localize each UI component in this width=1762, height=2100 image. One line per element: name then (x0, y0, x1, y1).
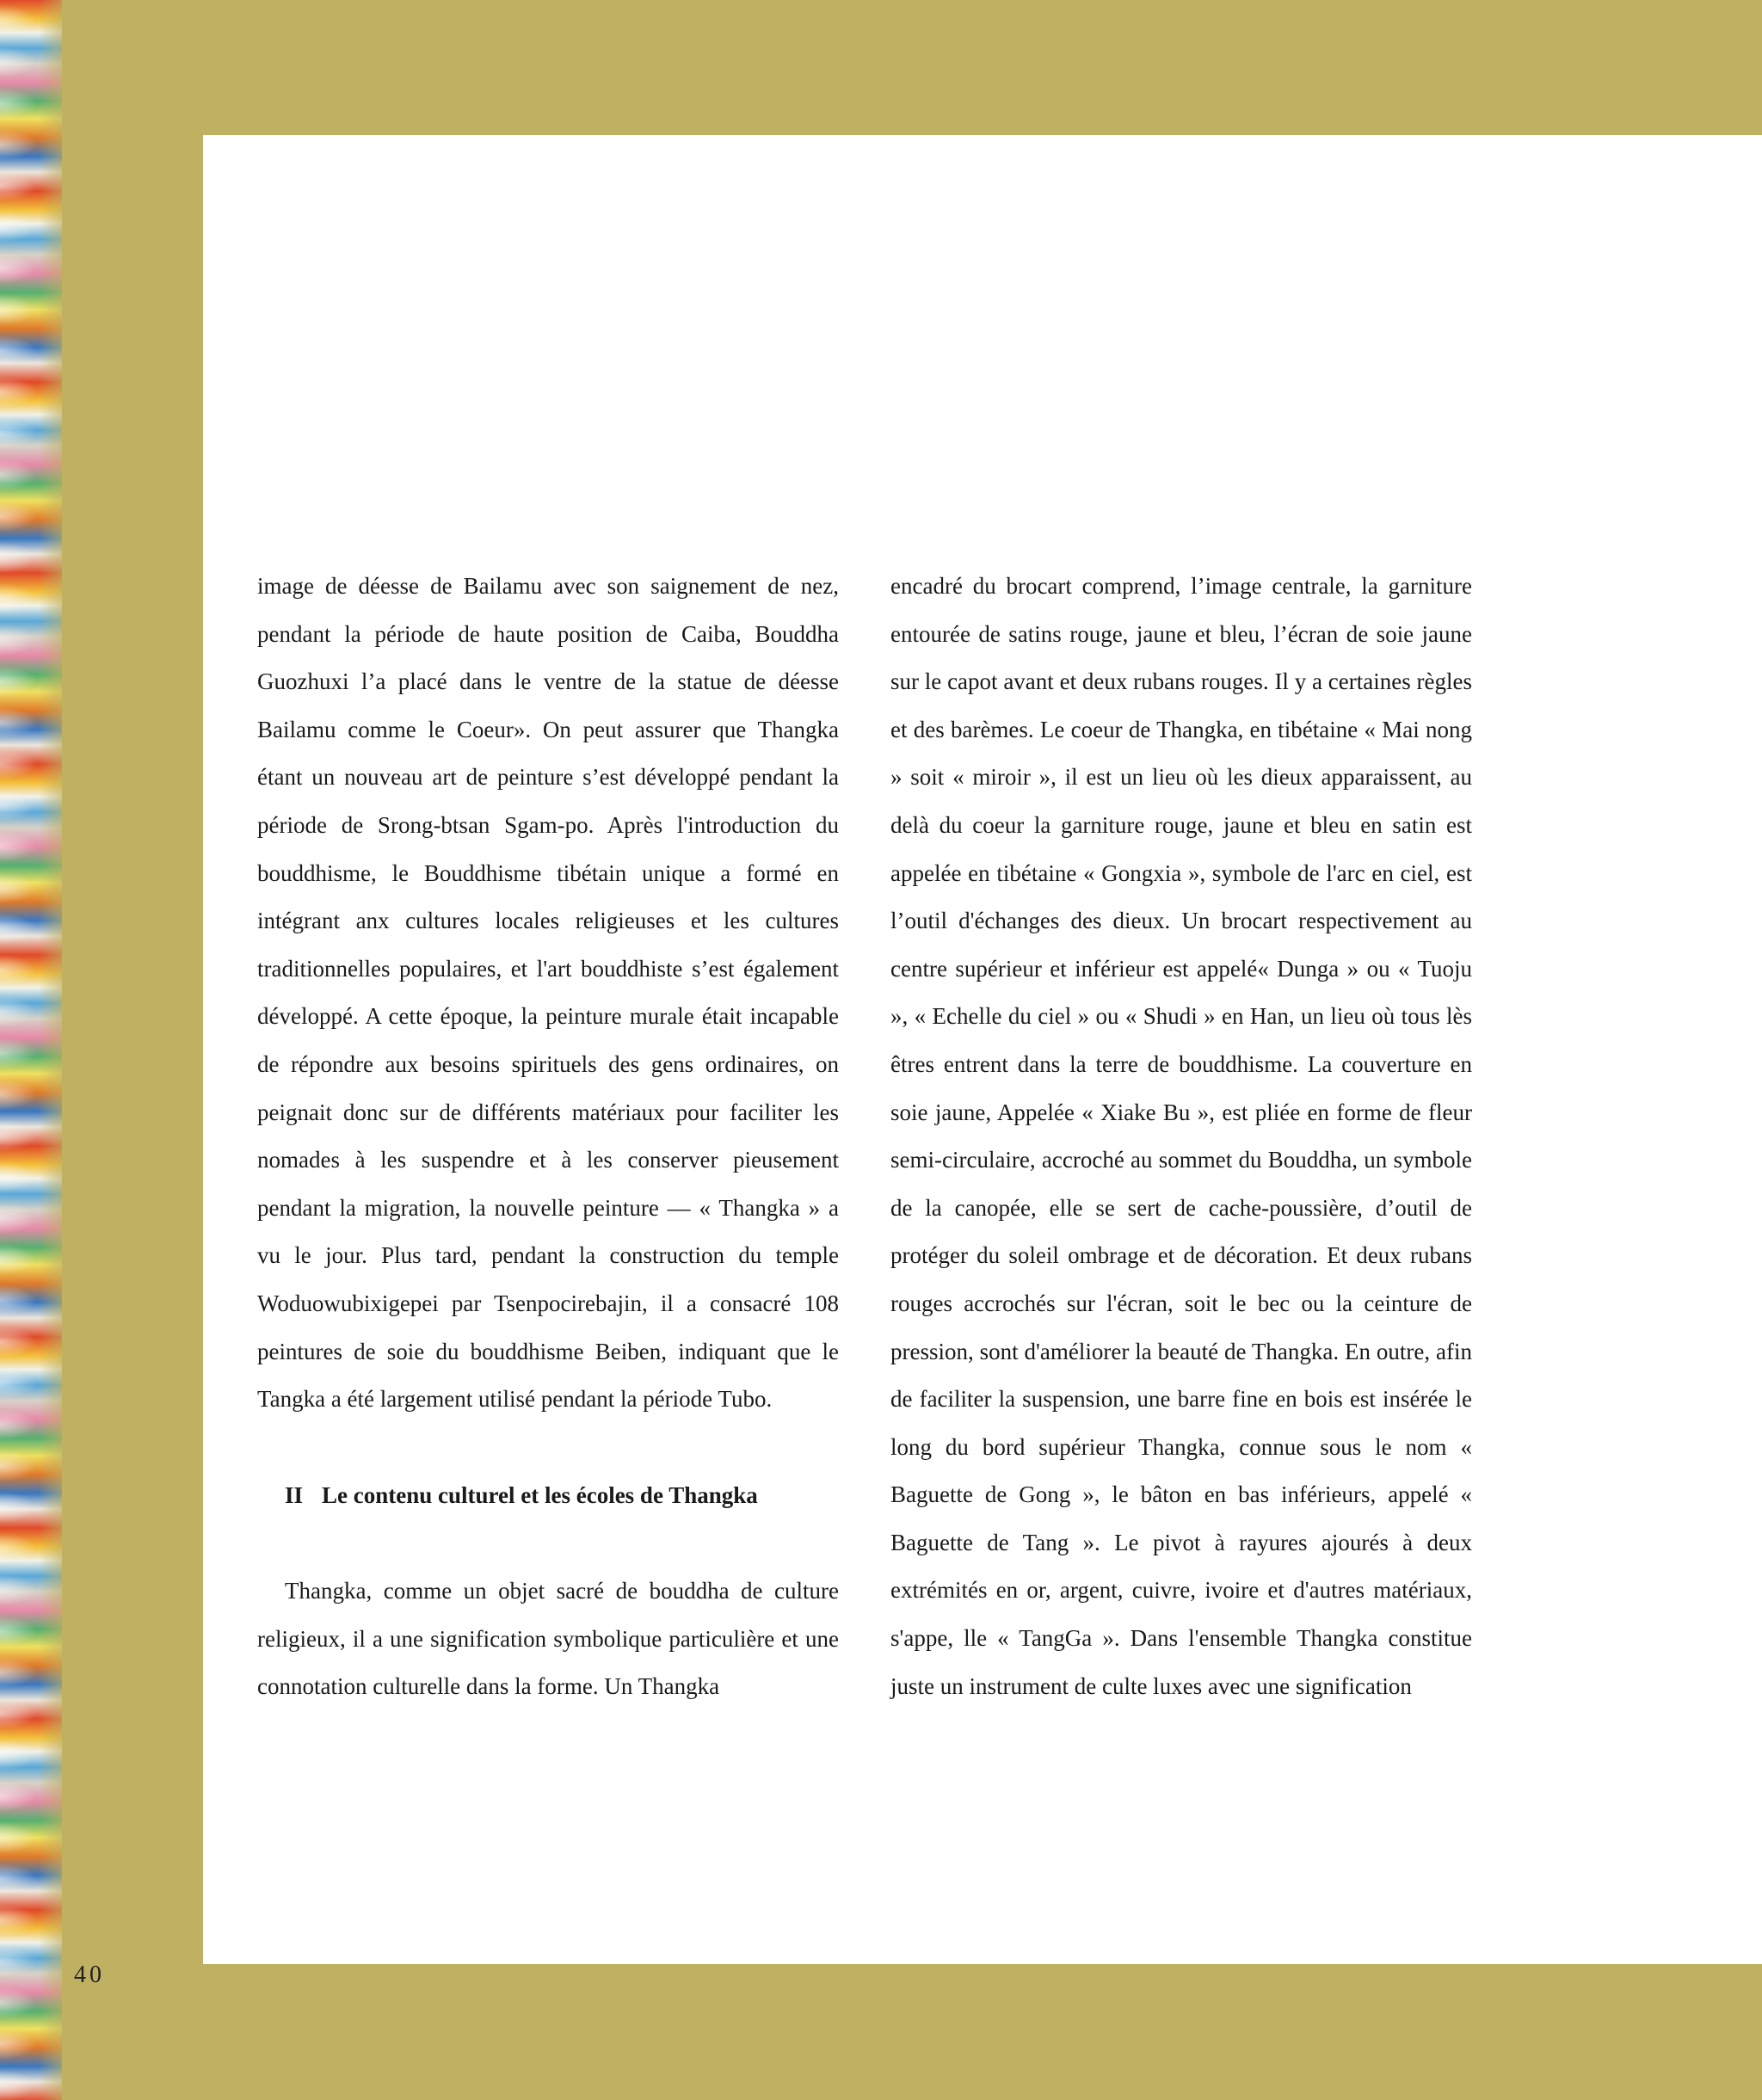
section-heading-text: Le contenu culturel et les écoles de Thangka (322, 1481, 758, 1508)
left-text-column (257, 563, 839, 1711)
left-paragraph-2: Thangka, comme un objet sacré de bouddha de culture religieux, il a une signification symbolique particulière et une connotation culturelle dans la forme. Un Thangka (257, 1578, 839, 1700)
left-paragraph-1: image de déesse de Bailamu avec son saignement de nez, pendant la période de haute position de Caiba, Bouddha Guozhuxi l’a placé dans le ventre de la statue de déesse Bailamu comme le Coeur». On peut assurer que Thangka étant un nouveau art de peinture s’est développé pendant la période de Srong-btsan Sgam-po. Après l'introduction du bouddhisme, le Bouddhisme tibétain unique a formé en intégrant anx cultures locales religieuses et les cultures traditionnelles populaires, et l'art bouddhiste s’est également développé. A cette époque, la peinture murale était incapable de répondre aux besoins spirituels des gens ordinaires, on peignait donc sur de différents matériaux pour faciliter les nomades à les suspendre et à les conserver pieusement pendant la migration, la nouvelle peinture — « Thangka » a vu le jour. Plus tard, pendant la construction du temple Woduowubixigepei par Tsenpocirebajin, il a consacré 108 peintures de soie du bouddhisme Beiben, indiquant que le Tangka a été largement utilisé pendant la période Tubo. (257, 573, 839, 1413)
decorative-color-strip (0, 0, 62, 2100)
right-text-column (890, 563, 1472, 1710)
right-paragraph-1: encadré du brocart comprend, l’image centrale, la garniture entourée de satins rouge, jaune et bleu, l’écran de soie jaune sur le capot avant et deux rubans rouges. Il y a certaines règles et des barèmes. Le coeur de Thangka, en tibétaine « Mai nong » soit « miroir », il est un lieu où les dieux apparaissent, au delà du coeur la garniture rouge, jaune et bleu en satin est appelée en tibétaine « Gongxia », symbole de l'arc en ciel, est l’outil d'échanges des dieux. Un brocart respectivement au centre supérieur et inférieur est appelé« Dunga » ou « Tuoju », « Echelle du ciel » ou « Shudi » en Han, un lieu où tous lès êtres entrent dans la terre de bouddhisme. La couverture en soie jaune, Appelée « Xiake Bu », est pliée en forme de fleur semi-circulaire, accroché au sommet du Bouddha, un symbole de la canopée, elle se sert de cache-poussière, d’outil de protéger du soleil ombrage et de décoration. Et deux rubans rouges accrochés sur l'écran, soit le bec ou la ceinture de pression, sont d'améliorer la beauté de Thangka. En outre, afin de faciliter la suspension, une barre fine en bois est insérée le long du bord supérieur Thangka, connue sous le nom « Baguette de Gong », le bâton en bas inférieurs, appelé « Baguette de Tang ». Le pivot à rayures ajourés à deux extrémités en or, argent, cuivre, ivoire et d'autres matériaux, s'appe, lle « TangGa ». Dans l'ensemble Thangka constitue juste un instrument de culte luxes avec une signification (890, 573, 1472, 1699)
section-heading-number: II (285, 1481, 304, 1508)
page-number: 40 (74, 1961, 105, 1988)
section-heading (257, 1472, 839, 1520)
